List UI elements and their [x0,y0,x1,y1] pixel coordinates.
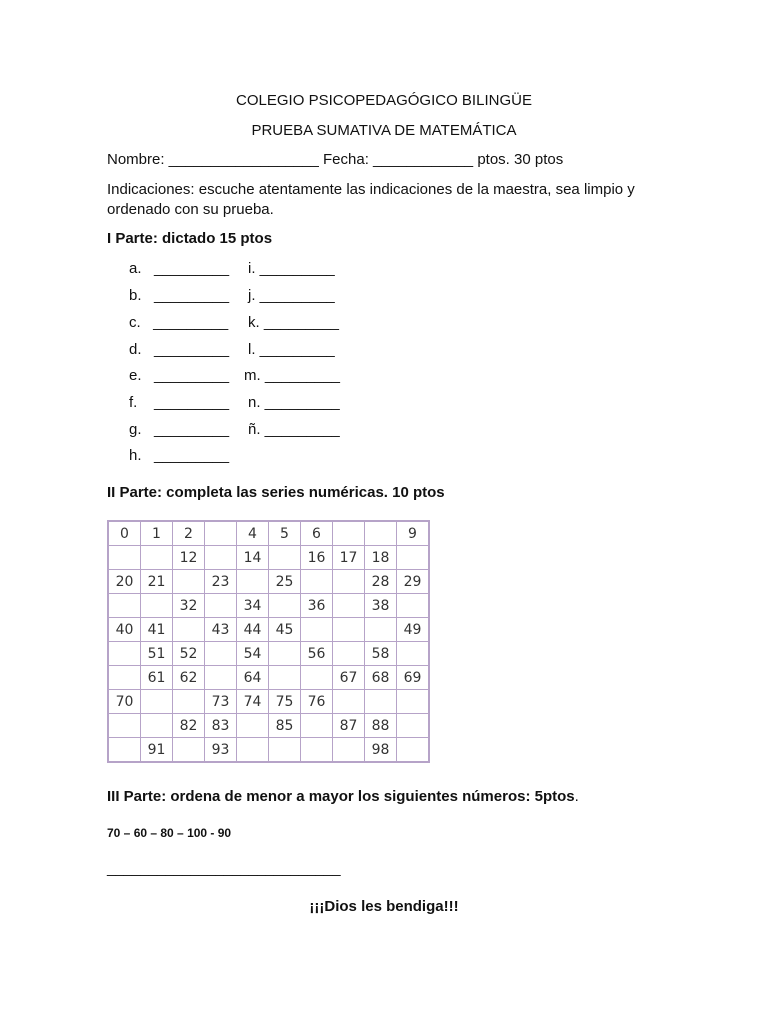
grid-cell: 88 [365,714,397,738]
grid-cell: 61 [141,666,173,690]
grid-cell[interactable] [108,666,141,690]
grid-cell: 45 [269,618,301,642]
grid-cell: 62 [173,666,205,690]
grid-cell: 58 [365,642,397,666]
list-item: f. _________ [129,394,230,411]
grid-cell: 67 [333,666,365,690]
grid-cell[interactable] [397,738,430,763]
grid-row [108,690,429,714]
grid-cell[interactable] [173,618,205,642]
grid-cell[interactable] [141,594,173,618]
list-item: l. _________ [248,341,335,358]
list-item: k. _________ [248,314,339,331]
grid-cell: 44 [237,618,269,642]
part3-title-period: . [574,788,579,805]
grid-cell[interactable] [269,594,301,618]
grid-cell: 73 [205,690,237,714]
grid-cell: 41 [141,618,173,642]
grid-cell: 43 [205,618,237,642]
grid-cell: 75 [269,690,301,714]
grid-cell[interactable] [301,618,333,642]
grid-cell: 51 [141,642,173,666]
grid-cell: 32 [173,594,205,618]
grid-cell[interactable] [205,642,237,666]
grid-cell: 87 [333,714,365,738]
grid-cell: 64 [237,666,269,690]
grid-cell[interactable] [397,594,430,618]
grid-cell: 6 [301,521,333,546]
grid-cell[interactable] [205,521,237,546]
grid-cell[interactable] [205,594,237,618]
grid-row [108,521,429,546]
grid-cell: 91 [141,738,173,763]
grid-cell[interactable] [269,666,301,690]
grid-cell[interactable] [397,714,430,738]
grid-cell: 23 [205,570,237,594]
list-item: i. _________ [248,260,335,277]
grid-cell[interactable] [269,642,301,666]
grid-cell[interactable] [141,546,173,570]
grid-cell: 25 [269,570,301,594]
grid-cell: 18 [365,546,397,570]
grid-cell[interactable] [269,738,301,763]
grid-cell[interactable] [205,546,237,570]
list-item: a. _________ [129,260,230,277]
list-item: ñ. _________ [248,421,340,438]
grid-cell: 28 [365,570,397,594]
grid-cell[interactable] [108,546,141,570]
answer-line[interactable]: ____________________________ [107,860,341,877]
grid-cell[interactable] [237,714,269,738]
grid-cell[interactable] [333,738,365,763]
grid-cell[interactable] [269,546,301,570]
grid-row [108,642,429,666]
grid-row [108,714,429,738]
test-title: PRUEBA SUMATIVA DE MATEMÁTICA [251,122,517,139]
grid-cell[interactable] [108,738,141,763]
grid-cell[interactable] [333,690,365,714]
part1-title: I Parte: dictado 15 ptos [107,230,273,247]
grid-cell[interactable] [333,642,365,666]
grid-cell: 14 [237,546,269,570]
grid-cell: 82 [173,714,205,738]
instructions-line-2: ordenado con su prueba. [107,201,274,218]
grid-cell: 83 [205,714,237,738]
part3-title [107,788,579,805]
grid-cell[interactable] [333,521,365,546]
grid-cell[interactable] [141,714,173,738]
grid-cell: 52 [173,642,205,666]
grid-cell[interactable] [301,714,333,738]
grid-cell: 54 [237,642,269,666]
grid-cell[interactable] [301,738,333,763]
grid-cell: 9 [397,521,430,546]
grid-cell: 2 [173,521,205,546]
grid-cell: 21 [141,570,173,594]
grid-row [108,738,429,763]
grid-cell[interactable] [333,618,365,642]
grid-row [108,546,429,570]
list-item: b. _________ [129,287,230,304]
grid-cell: 5 [269,521,301,546]
grid-cell: 76 [301,690,333,714]
grid-cell[interactable] [173,738,205,763]
list-item: j. _________ [248,287,335,304]
list-item: m. _________ [244,367,340,384]
grid-cell[interactable] [237,738,269,763]
grid-cell[interactable] [301,666,333,690]
list-item: e. _________ [129,367,230,384]
grid-cell: 70 [108,690,141,714]
grid-cell: 38 [365,594,397,618]
grid-row [108,666,429,690]
grid-cell: 36 [301,594,333,618]
grid-cell: 1 [141,521,173,546]
grid-cell[interactable] [108,642,141,666]
numbers-to-order: 70 – 60 – 80 – 100 - 90 [107,826,232,840]
grid-cell[interactable] [108,714,141,738]
grid-row [108,618,429,642]
grid-cell: 16 [301,546,333,570]
grid-cell: 69 [397,666,430,690]
grid-cell: 93 [205,738,237,763]
grid-cell[interactable] [365,521,397,546]
list-item: g. _________ [129,421,230,438]
grid-cell: 74 [237,690,269,714]
grid-cell[interactable] [108,594,141,618]
grid-cell[interactable] [301,570,333,594]
list-item: c. _________ [129,314,229,331]
part3-title-text: III Parte: ordena de menor a mayor los siguientes números: 5ptos [107,788,575,805]
grid-cell[interactable] [397,642,430,666]
grid-cell[interactable] [397,690,430,714]
number-series-grid [107,520,430,763]
grid-cell[interactable] [397,546,430,570]
grid-cell: 40 [108,618,141,642]
list-item: d. _________ [129,341,230,358]
grid-cell: 56 [301,642,333,666]
grid-cell: 68 [365,666,397,690]
part2-title: II Parte: completa las series numéricas. 10 ptos [107,484,445,501]
grid-cell[interactable] [333,594,365,618]
name-date-line: Nombre: __________________ Fecha: ____________ ptos. 30 ptos [107,151,564,168]
grid-row [108,594,429,618]
grid-cell[interactable] [173,570,205,594]
grid-cell[interactable] [365,690,397,714]
school-name: COLEGIO PSICOPEDAGÓGICO BILINGÜE [236,92,532,109]
instructions-line-1: Indicaciones: escuche atentamente las indicaciones de la maestra, sea limpio y [107,181,635,198]
grid-cell[interactable] [333,570,365,594]
grid-cell: 34 [237,594,269,618]
grid-cell: 85 [269,714,301,738]
grid-cell[interactable] [205,666,237,690]
list-item: n. _________ [248,394,340,411]
grid-cell[interactable] [237,570,269,594]
grid-cell: 12 [173,546,205,570]
grid-cell: 0 [108,521,141,546]
list-item: h. _________ [129,447,230,464]
grid-cell[interactable] [365,618,397,642]
grid-row [108,570,429,594]
grid-cell: 29 [397,570,430,594]
grid-cell: 98 [365,738,397,763]
grid-cell: 17 [333,546,365,570]
grid-cell[interactable] [173,690,205,714]
grid-cell: 4 [237,521,269,546]
grid-cell[interactable] [141,690,173,714]
grid-cell: 49 [397,618,430,642]
closing-blessing: ¡¡¡Dios les bendiga!!! [309,898,459,915]
grid-cell: 20 [108,570,141,594]
